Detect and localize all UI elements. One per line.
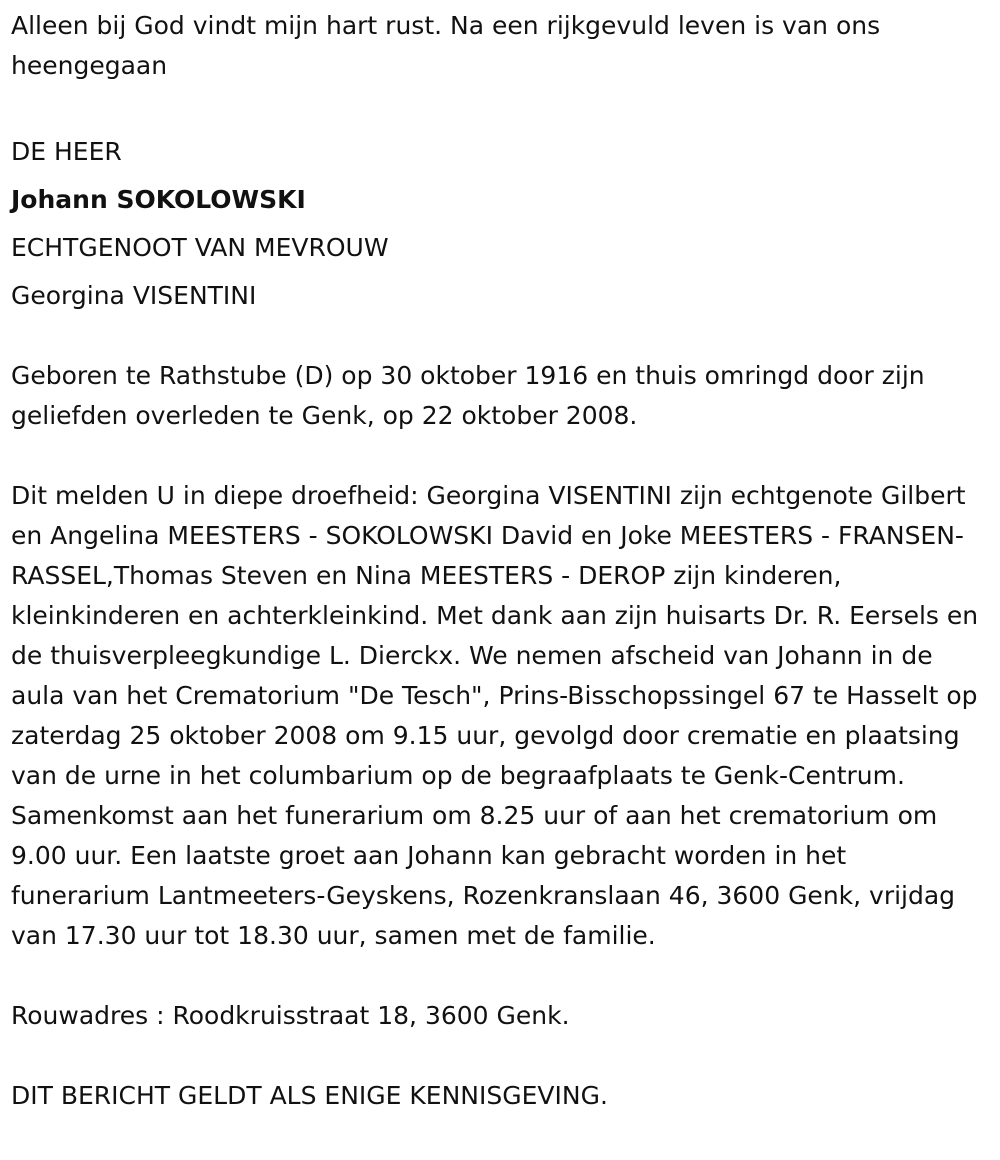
closing-statement: DIT BERICHT GELDT ALS ENIGE KENNISGEVING.: [11, 1081, 608, 1110]
mourning-address: Rouwadres : Roodkruisstraat 18, 3600 Genk.: [11, 1001, 570, 1030]
deceased-name: Johann SOKOLOWSKI: [11, 185, 306, 214]
deceased-block: [11, 128, 980, 320]
spouse-label: ECHTGENOOT VAN MEVROUW: [11, 233, 389, 262]
announcement-text: Dit melden U in diepe droefheid: Georgina VISENTINI zijn echtgenote Gilbert en Angelina MEESTERS - SOKOLOWSKI David en Joke MEESTERS - FRANSEN-RASSEL,Thomas Steven en Nina MEESTERS - DEROP zijn kinderen, kleinkinderen en achterkleinkind. Met dank aan zijn huisarts Dr. R. Eersels en de thuisverpleegkundige L. Dierckx. We nemen afscheid van Johann in de aula van het Crematorium "De Tesch", Prins-Bisschopssingel 67 te Hasselt op zaterdag 25 oktober 2008 om 9.15 uur, gevolgd door crematie en plaatsing van de urne in het columbarium op de begraafplaats te Genk-Centrum. Samenkomst aan het funerarium om 8.25 uur of aan het crematorium om 9.00 uur. Een laatste groet aan Johann kan gebracht worden in het funerarium Lantmeeters-Geyskens, Rozenkranslaan 46, 3600 Genk, vrijdag van 17.30 uur tot 18.30 uur, samen met de familie.: [11, 481, 979, 950]
birth-death-text: Geboren te Rathstube (D) op 30 oktober 1916 en thuis omringd door zijn geliefden overleden te Genk, op 22 oktober 2008.: [11, 361, 925, 430]
spouse-name: Georgina VISENTINI: [11, 281, 257, 310]
intro-text: Alleen bij God vindt mijn hart rust. Na een rijkgevuld leven is van ons heengegaan: [11, 11, 881, 80]
honorific: DE HEER: [11, 137, 122, 166]
